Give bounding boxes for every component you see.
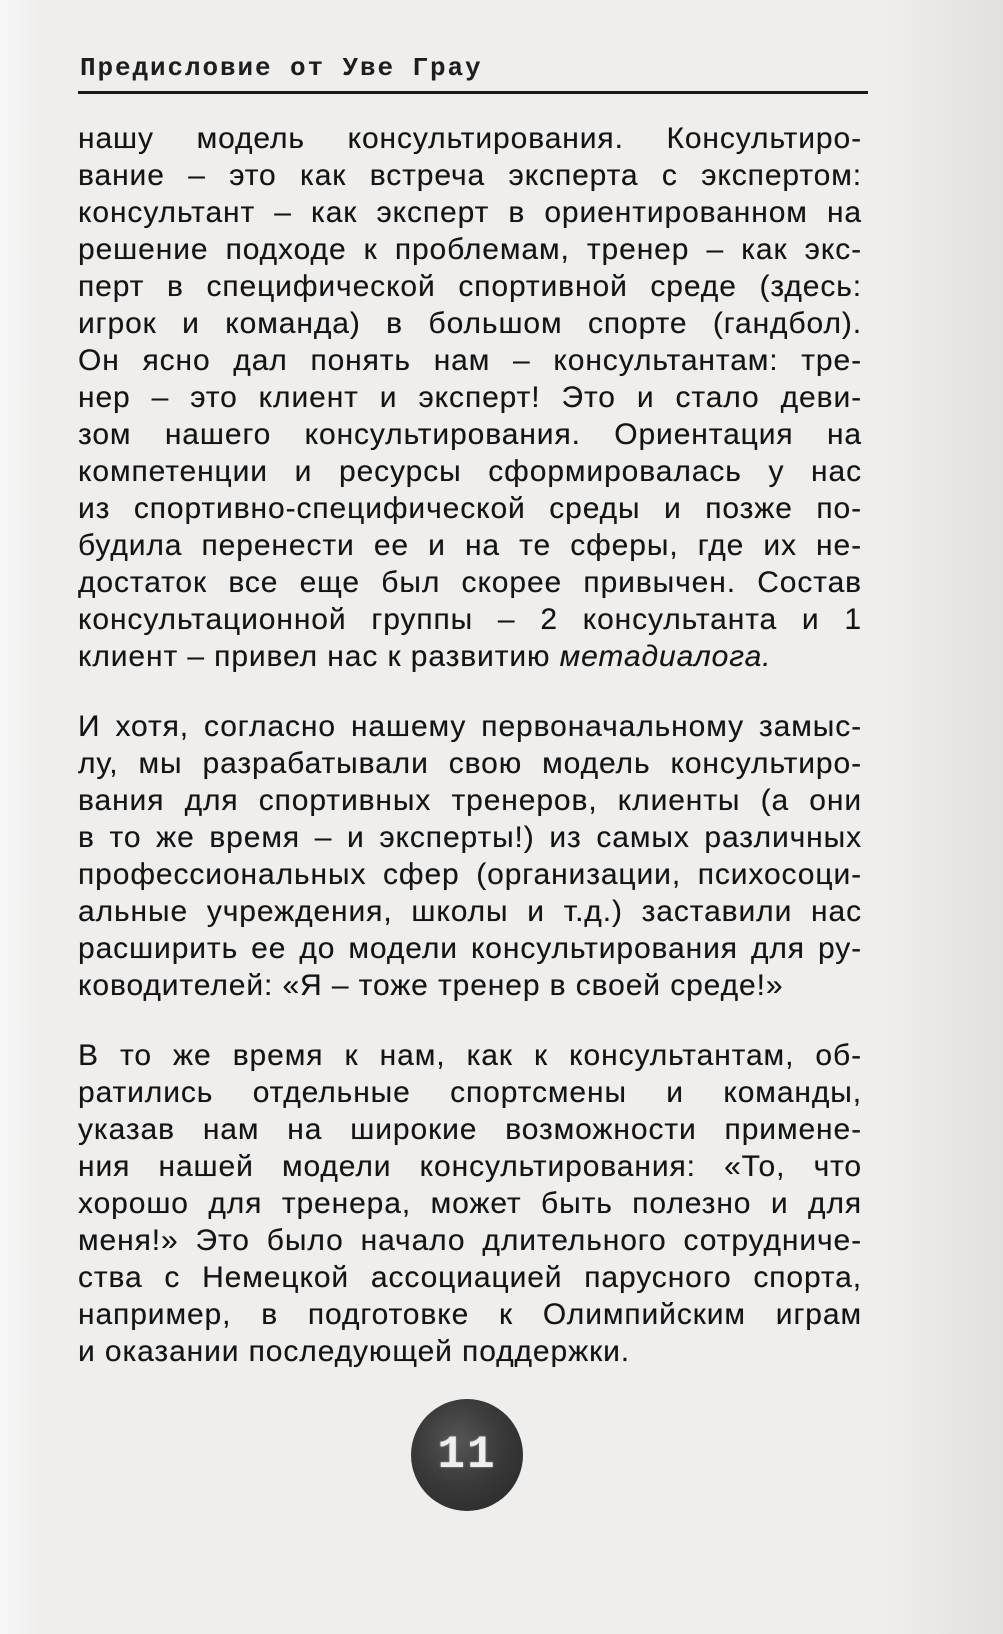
text-line: альные учреждения, школы и т.д.) заставили нас (78, 895, 862, 928)
text-line: вание – это как встреча эксперта с экспертом: (78, 159, 862, 192)
text-line: ководителей: «Я – тоже тренер в своей среде!» (78, 969, 784, 1002)
running-head: Предисловие от Уве Грау (80, 53, 483, 83)
text-line: указав нам на широкие возможности примене- (78, 1113, 862, 1146)
text-line: И хотя, согласно нашему первоначальному замыс- (78, 710, 862, 743)
text-line: профессиональных сфер (организации, психосоци- (78, 858, 862, 891)
text-line: например, в подготовке к Олимпийским играм (78, 1298, 862, 1331)
text-line: расширить ее до модели консультирования для ру- (78, 932, 862, 965)
text-run: клиент – привел нас к развитию (78, 640, 551, 673)
text-line: вания для спортивных тренеров, клиенты (а они (78, 784, 862, 817)
text-line: компетенции и ресурсы сформировалась у нас (78, 455, 862, 488)
text-line: ства с Немецкой ассоциацией парусного спорта, (78, 1261, 862, 1294)
text-line: игрок и команда) в большом спорте (гандбол). (78, 307, 862, 340)
text-line: из спортивно-специфической среды и позже по- (78, 492, 862, 525)
text-line: хорошо для тренера, может быть полезно и для (78, 1187, 862, 1220)
text-line: ратились отдельные спортсмены и команды, (78, 1076, 862, 1109)
text-line: нашу модель консультирования. Консультиро- (78, 122, 862, 155)
text-line: в то же время – и эксперты!) из самых различных (78, 821, 862, 854)
text-line: меня!» Это было начало длительного сотрудниче- (78, 1224, 862, 1257)
paragraph-3 (78, 1037, 862, 1370)
text-line: и оказании последующей поддержки. (78, 1335, 630, 1368)
paragraph-1 (78, 120, 862, 675)
text-line: нер – это клиент и эксперт! Это и стало деви- (78, 381, 862, 414)
text-line: решение подходе к проблемам, тренер – как экс- (78, 233, 862, 266)
text-line: перт в специфической спортивной среде (здесь: (78, 270, 862, 303)
text-line: В то же время к нам, как к консультантам, об- (78, 1039, 862, 1072)
text-line: консультант – как эксперт в ориентированном на (78, 196, 862, 229)
paragraph-2 (78, 708, 862, 1004)
text-line: достаток все еще был скорее привычен. Состав (78, 566, 862, 599)
text-line: будила перенести ее и на те сферы, где их не- (78, 529, 862, 562)
page-number-badge (411, 1399, 523, 1511)
page-number: 11 (437, 1429, 497, 1481)
text-line: лу, мы разрабатывали свою модель консультиро- (78, 747, 862, 780)
header-rule (78, 91, 868, 94)
text-line: зом нашего консультирования. Ориентация на (78, 418, 862, 451)
text-line (78, 638, 862, 675)
body-text (78, 120, 862, 1370)
emphasized-term: метадиалога. (559, 640, 772, 673)
text-line: Он ясно дал понять нам – консультантам: тре- (78, 344, 862, 377)
text-line: консультационной группы – 2 консультанта и 1 (78, 603, 862, 636)
text-line: ния нашей модели консультирования: «То, что (78, 1150, 862, 1183)
